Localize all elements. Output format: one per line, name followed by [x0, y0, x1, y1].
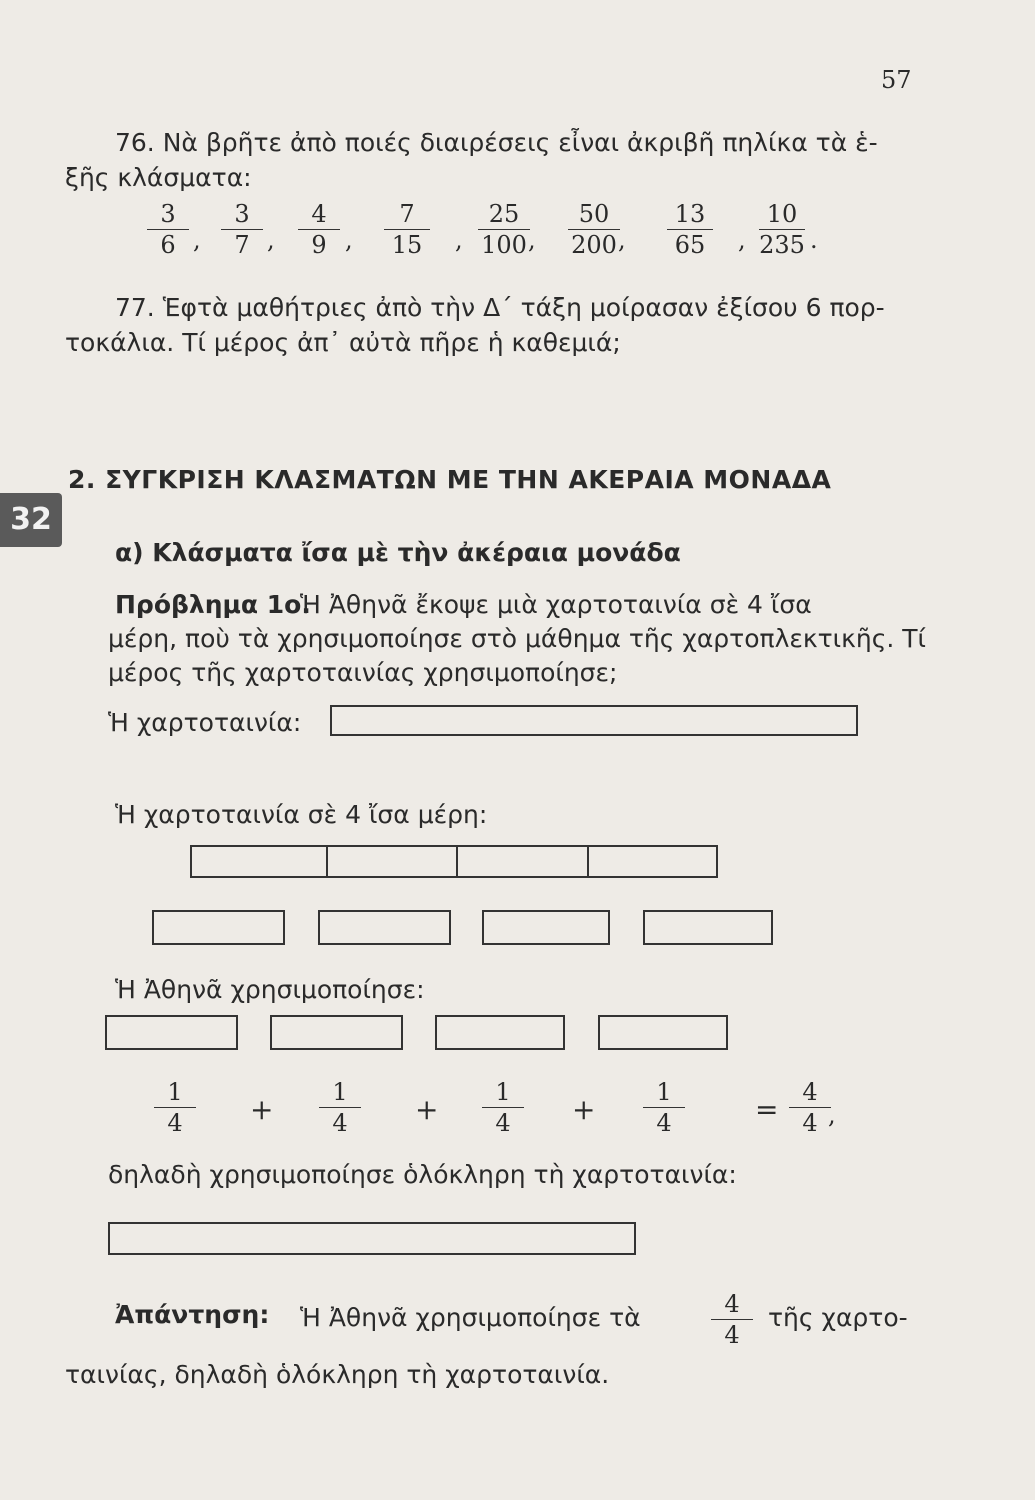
plus-sign: +: [415, 1093, 439, 1126]
whole-used-label: δηλαδὴ χρησιμοποίησε ὁλόκληρη τὴ χαρτοταινία:: [108, 1160, 737, 1189]
answer-label: Ἀπάντηση:: [115, 1300, 270, 1329]
comma: ,: [618, 226, 626, 254]
tape-piece: [152, 910, 285, 945]
fraction: 3 7: [217, 200, 267, 259]
whole-tape-used: [108, 1222, 636, 1255]
fraction: 50 200: [564, 200, 624, 259]
comma: ,: [267, 226, 275, 254]
fraction: 1 4: [639, 1078, 689, 1137]
comma: ,: [528, 226, 536, 254]
divider: [587, 847, 589, 876]
equals-sign: =: [755, 1093, 779, 1126]
divided-tape: [190, 845, 718, 878]
fraction: 4 9: [294, 200, 344, 259]
answer-fraction: 4 4: [707, 1290, 757, 1349]
section-subtitle: α) Κλάσματα ἴσα μὲ τὴν ἀκέραια μονάδα: [115, 538, 681, 567]
used-piece: [435, 1015, 565, 1050]
fraction: 7 15: [380, 200, 434, 259]
divider: [326, 847, 328, 876]
section-title: 2. ΣΥΓΚΡΙΣΗ ΚΛΑΣΜΑΤΩΝ ΜΕ ΤΗΝ ΑΚΕΡΑΙΑ ΜΟΝΑΔΑ: [68, 465, 832, 494]
tape-piece: [643, 910, 773, 945]
fraction: 3 6: [143, 200, 193, 259]
comma: ,: [193, 226, 201, 254]
fraction: 13 65: [663, 200, 717, 259]
tape-parts-label: Ἡ χαρτοταινία σὲ 4 ἴσα μέρη:: [115, 800, 488, 829]
plus-sign: +: [250, 1093, 274, 1126]
answer-line1: Ἡ Ἀθηνᾶ χρησιμοποίησε τὰ: [300, 1303, 641, 1332]
period: .: [810, 226, 818, 254]
divider: [456, 847, 458, 876]
whole-tape: [330, 705, 858, 736]
used-label: Ἡ Ἀθηνᾶ χρησιμοποίησε:: [115, 975, 425, 1004]
chapter-badge: 32: [0, 493, 62, 547]
used-piece: [105, 1015, 238, 1050]
exercise-77-line1: 77. Ἑφτὰ μαθήτριες ἀπὸ τὴν Δ΄ τάξη μοίρασαν ἐξίσου 6 πορ-: [115, 293, 885, 322]
fraction: 1 4: [150, 1078, 200, 1137]
answer-line2: ταινίας, δηλαδὴ ὁλόκληρη τὴ χαρτοταινία.: [65, 1360, 610, 1389]
tape-label: Ἡ χαρτοταινία:: [108, 708, 302, 737]
answer-line1-end: τῆς χαρτο-: [768, 1303, 908, 1332]
tape-piece: [482, 910, 610, 945]
exercise-77-line2: τοκάλια. Τί μέρος ἀπ᾿ αὐτὰ πῆρε ἡ καθεμιά;: [65, 328, 621, 357]
comma: ,: [345, 226, 353, 254]
comma: ,: [738, 226, 746, 254]
problem-line3: μέρος τῆς χαρτοταινίας χρησιμοποίησε;: [108, 658, 618, 687]
page-number: 57: [881, 66, 912, 94]
tape-piece: [318, 910, 451, 945]
problem-line1: Ἡ Ἀθηνᾶ ἔκοψε μιὰ χαρτοταινία σὲ 4 ἴσα: [300, 590, 812, 619]
fraction: 1 4: [315, 1078, 365, 1137]
exercise-76-line1: 76. Νὰ βρῆτε ἀπὸ ποιές διαιρέσεις εἶναι ἀκριβῆ πηλίκα τὰ ἑ-: [115, 128, 878, 157]
used-piece: [598, 1015, 728, 1050]
problem-line2: μέρη, ποὺ τὰ χρησιμοποίησε στὸ μάθημα τῆς χαρτοπλεκτικῆς. Τί: [108, 624, 927, 653]
used-piece: [270, 1015, 403, 1050]
problem-label: Πρόβλημα 1ο.: [115, 590, 311, 619]
fraction: 25 100: [474, 200, 534, 259]
fraction: 10 235: [759, 200, 805, 259]
fraction: 1 4: [478, 1078, 528, 1137]
fraction: 4 4: [785, 1078, 835, 1137]
comma: ,: [828, 1101, 836, 1129]
exercise-76-line2: ξῆς κλάσματα:: [65, 163, 252, 192]
plus-sign: +: [572, 1093, 596, 1126]
comma: ,: [455, 226, 463, 254]
